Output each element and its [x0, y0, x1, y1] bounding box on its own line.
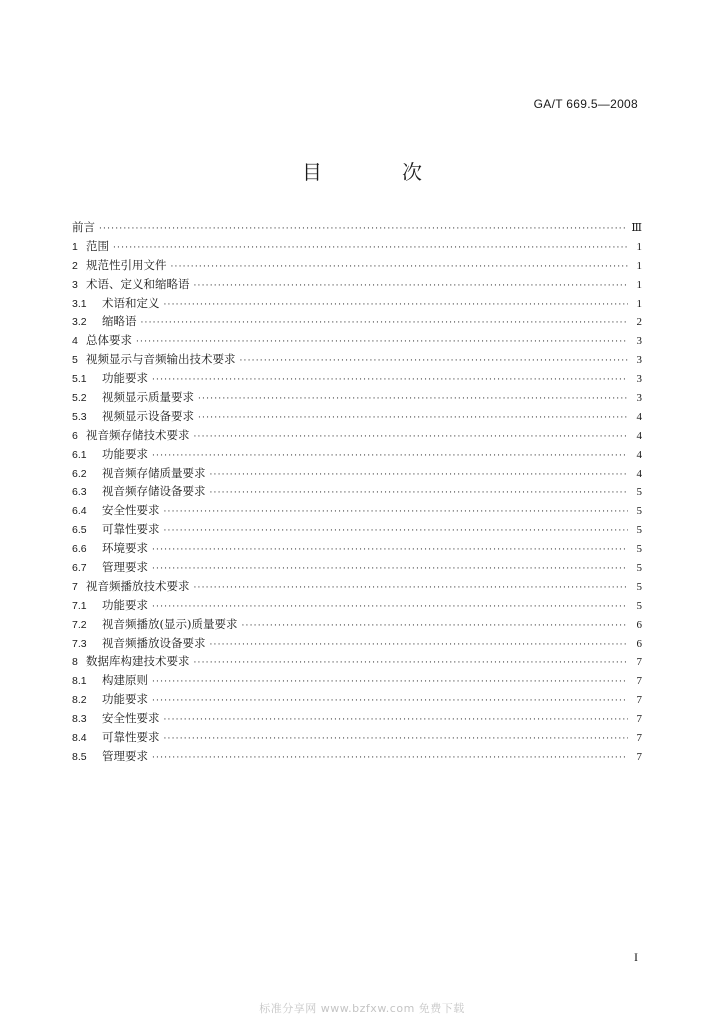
- toc-entry-title: 视音频播放技术要求: [86, 578, 190, 593]
- document-code: GA/T 669.5—2008: [533, 97, 638, 111]
- toc-entry-number: 1: [72, 240, 78, 253]
- toc-entry-number: 7.2: [72, 618, 87, 631]
- toc-entry[interactable]: [72, 558, 642, 577]
- toc-entry[interactable]: [72, 728, 642, 747]
- toc-entry-number: 8.5: [72, 750, 87, 763]
- table-of-contents: [72, 218, 642, 766]
- toc-entry-title: 管理要求: [102, 748, 148, 763]
- toc-entry-title: 可靠性要求: [102, 522, 160, 537]
- toc-entry[interactable]: [72, 237, 642, 256]
- toc-entry-number: 7: [72, 580, 78, 593]
- toc-leader-dots: [152, 673, 628, 692]
- toc-entry[interactable]: [72, 615, 642, 634]
- toc-entry-number: 6.4: [72, 505, 87, 518]
- toc-entry[interactable]: [72, 501, 642, 520]
- toc-leader-dots: [99, 220, 627, 239]
- toc-entry-page: 3: [636, 335, 642, 348]
- toc-entry-page: 5: [636, 543, 642, 556]
- toc-leader-dots: [164, 503, 629, 522]
- toc-leader-dots: [210, 466, 629, 485]
- toc-leader-dots: [152, 447, 628, 466]
- toc-entry-number: 5.3: [72, 410, 87, 423]
- toc-entry[interactable]: [72, 388, 642, 407]
- toc-entry[interactable]: [72, 369, 642, 388]
- toc-entry-page: 3: [636, 392, 642, 405]
- toc-entry-page: 5: [636, 562, 642, 575]
- toc-entry-page: 7: [636, 694, 642, 707]
- toc-entry-title: 视音频播放设备要求: [102, 635, 206, 650]
- toc-entry-title: 缩略语: [102, 314, 137, 329]
- toc-entry-title: 术语、定义和缩略语: [86, 276, 190, 291]
- toc-entry-page: 1: [636, 278, 642, 291]
- toc-entry[interactable]: [72, 464, 642, 483]
- toc-leader-dots: [171, 258, 629, 277]
- toc-leader-dots: [210, 484, 629, 503]
- toc-entry-page: 1: [636, 259, 642, 272]
- toc-entry[interactable]: [72, 407, 642, 426]
- toc-leader-dots: [198, 390, 628, 409]
- toc-entry[interactable]: [72, 520, 642, 539]
- toc-entry-page: 3: [636, 354, 642, 367]
- toc-leader-dots: [113, 239, 628, 258]
- toc-entry-number: 7.1: [72, 599, 87, 612]
- toc-entry-title: 视频显示质量要求: [102, 390, 194, 405]
- toc-entry-page: 7: [636, 675, 642, 688]
- toc-entry-page: 5: [636, 524, 642, 537]
- toc-entry-page: 5: [636, 486, 642, 499]
- toc-entry-title: 总体要求: [86, 333, 132, 348]
- toc-entry-page: 1: [636, 297, 642, 310]
- toc-entry-title: 功能要求: [102, 446, 148, 461]
- toc-entry-page: 5: [636, 580, 642, 593]
- toc-entry-title: 安全性要求: [102, 503, 160, 518]
- toc-entry-title: 构建原则: [102, 673, 148, 688]
- toc-entry-page: 4: [636, 448, 642, 461]
- toc-entry[interactable]: [72, 634, 642, 653]
- toc-leader-dots: [152, 749, 628, 768]
- toc-leader-dots: [240, 352, 629, 371]
- toc-entry-number: 3.1: [72, 297, 87, 310]
- toc-entry[interactable]: [72, 218, 642, 237]
- toc-entry-page: 6: [636, 637, 642, 650]
- toc-entry-title: 数据库构建技术要求: [86, 654, 190, 669]
- toc-entry-number: 6.2: [72, 467, 87, 480]
- page-number: I: [634, 950, 638, 964]
- toc-entry-title: 功能要求: [102, 597, 148, 612]
- toc-entry-number: 8.4: [72, 732, 87, 745]
- toc-leader-dots: [198, 409, 628, 428]
- toc-entry-title: 视音频播放(显示)质量要求: [102, 616, 238, 631]
- toc-entry-title: 视音频存储设备要求: [102, 484, 206, 499]
- toc-entry[interactable]: [72, 709, 642, 728]
- toc-entry-page: 1: [636, 240, 642, 253]
- toc-entry-page: 4: [636, 410, 642, 423]
- toc-entry-page: 6: [636, 618, 642, 631]
- toc-entry[interactable]: [72, 747, 642, 766]
- toc-leader-dots: [194, 277, 629, 296]
- toc-entry-title: 视音频存储技术要求: [86, 427, 190, 442]
- toc-leader-dots: [194, 654, 629, 673]
- toc-entry[interactable]: [72, 652, 642, 671]
- toc-entry-title: 术语和定义: [102, 295, 160, 310]
- toc-entry[interactable]: [72, 577, 642, 596]
- toc-entry-page: 2: [636, 316, 642, 329]
- toc-leader-dots: [164, 296, 629, 315]
- toc-entry[interactable]: [72, 275, 642, 294]
- toc-leader-dots: [152, 541, 628, 560]
- toc-entry-number: 7.3: [72, 637, 87, 650]
- toc-entry-title: 功能要求: [102, 692, 148, 707]
- toc-entry-number: 6.3: [72, 486, 87, 499]
- toc-entry-page: 5: [636, 599, 642, 612]
- toc-entry[interactable]: [72, 294, 642, 313]
- toc-entry[interactable]: [72, 312, 642, 331]
- toc-leader-dots: [194, 579, 629, 598]
- toc-entry-title: 前言: [72, 220, 95, 234]
- toc-leader-dots: [194, 428, 629, 447]
- toc-entry-number: 5.2: [72, 392, 87, 405]
- toc-entry[interactable]: [72, 256, 642, 275]
- toc-entry-number: 6.6: [72, 543, 87, 556]
- toc-leader-dots: [152, 560, 628, 579]
- toc-entry-number: 4: [72, 335, 78, 348]
- toc-entry[interactable]: [72, 671, 642, 690]
- toc-leader-dots: [164, 730, 629, 749]
- toc-entry[interactable]: [72, 426, 642, 445]
- toc-entry-page: 3: [636, 373, 642, 386]
- toc-entry-page: 7: [636, 656, 642, 669]
- toc-entry-page: 4: [636, 429, 642, 442]
- toc-entry-number: 6.1: [72, 448, 87, 461]
- toc-entry-page: 4: [636, 467, 642, 480]
- toc-leader-dots: [164, 522, 629, 541]
- toc-entry-title: 功能要求: [102, 371, 148, 386]
- toc-entry-number: 6: [72, 429, 78, 442]
- toc-entry-number: 6.7: [72, 562, 87, 575]
- toc-entry-number: 5: [72, 354, 78, 367]
- toc-leader-dots: [152, 371, 628, 390]
- toc-entry-title: 视音频存储质量要求: [102, 465, 206, 480]
- toc-entry-number: 3.2: [72, 316, 87, 329]
- toc-leader-dots: [152, 692, 628, 711]
- toc-entry-title: 规范性引用文件: [86, 257, 167, 272]
- toc-entry[interactable]: [72, 350, 642, 369]
- toc-leader-dots: [210, 636, 629, 655]
- toc-entry-number: 8.1: [72, 675, 87, 688]
- toc-entry-number: 8.3: [72, 713, 87, 726]
- toc-leader-dots: [141, 314, 629, 333]
- toc-entry[interactable]: [72, 331, 642, 350]
- toc-entry[interactable]: [72, 539, 642, 558]
- toc-entry-number: 3: [72, 278, 78, 291]
- toc-entry-title: 视频显示与音频输出技术要求: [86, 352, 236, 367]
- toc-entry-number: 5.1: [72, 373, 87, 386]
- toc-entry-number: 8.2: [72, 694, 87, 707]
- toc-entry[interactable]: [72, 596, 642, 615]
- toc-entry-page: 5: [636, 505, 642, 518]
- toc-entry-page: 7: [636, 732, 642, 745]
- toc-entry-number: 2: [72, 259, 78, 272]
- toc-entry[interactable]: [72, 445, 642, 464]
- watermark: 标准分享网 www.bzfxw.com 免费下载: [259, 1002, 465, 1015]
- toc-entry-title: 可靠性要求: [102, 730, 160, 745]
- toc-title: 目 次: [302, 160, 452, 184]
- toc-entry-title: 范围: [86, 238, 109, 253]
- toc-entry-page: Ⅲ: [631, 222, 642, 234]
- toc-entry-number: 6.5: [72, 524, 87, 537]
- toc-leader-dots: [164, 711, 629, 730]
- toc-entry-page: 7: [636, 750, 642, 763]
- toc-entry-title: 环境要求: [102, 541, 148, 556]
- toc-entry-title: 视频显示设备要求: [102, 408, 194, 423]
- toc-entry-title: 安全性要求: [102, 711, 160, 726]
- toc-entry-page: 7: [636, 713, 642, 726]
- toc-leader-dots: [241, 617, 628, 636]
- toc-entry[interactable]: [72, 690, 642, 709]
- toc-entry[interactable]: [72, 482, 642, 501]
- toc-entry-title: 管理要求: [102, 560, 148, 575]
- toc-entry-number: 8: [72, 656, 78, 669]
